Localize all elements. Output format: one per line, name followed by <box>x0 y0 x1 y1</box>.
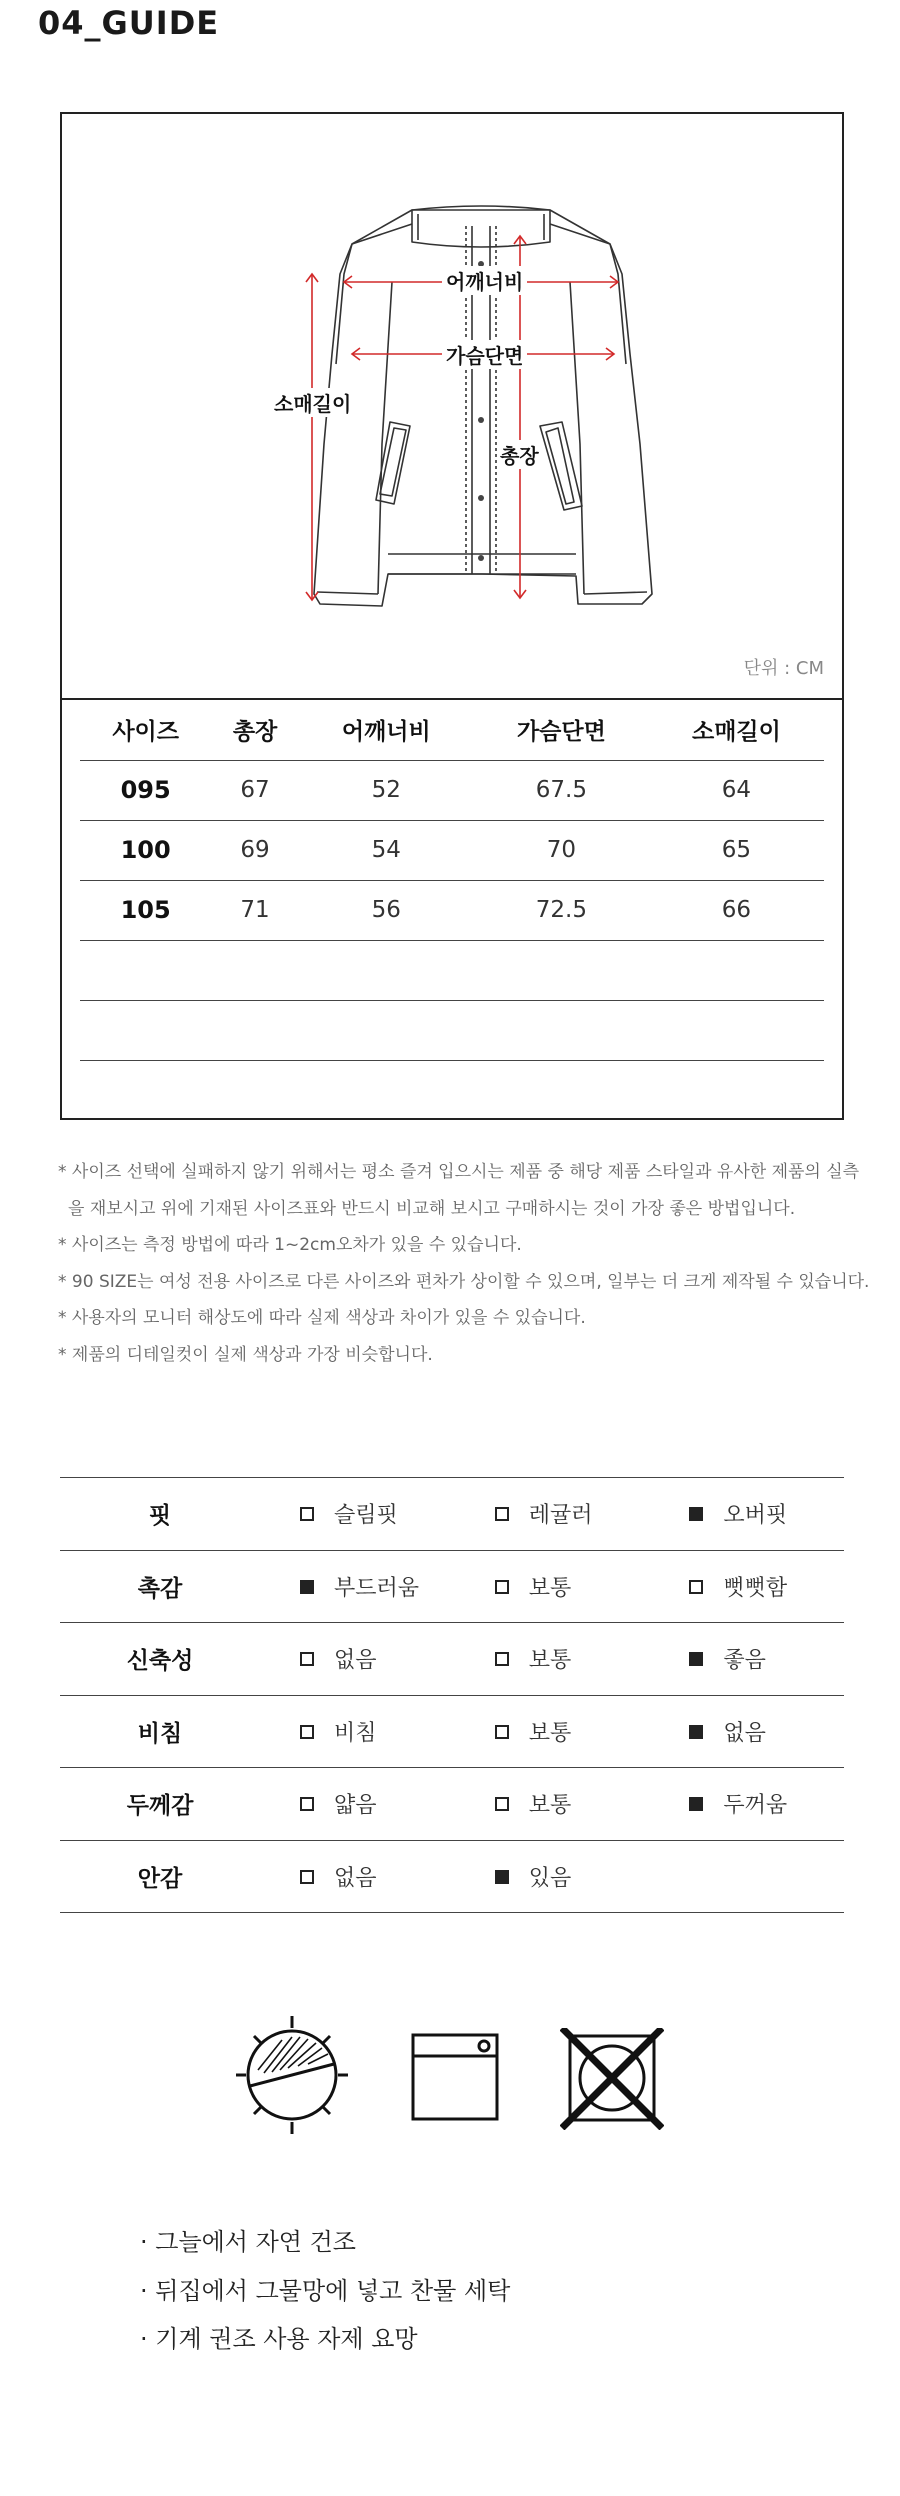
fabric-label: 신축성 <box>60 1623 260 1696</box>
table-cell: 52 <box>299 760 474 820</box>
table-cell: 66 <box>649 880 824 940</box>
fabric-label: 안감 <box>60 1840 260 1913</box>
fabric-option <box>455 1478 650 1551</box>
empty-row <box>80 1060 824 1120</box>
table-cell: 67.5 <box>474 760 649 820</box>
note-line: * 90 SIZE는 여성 전용 사이즈로 다른 사이즈와 편차가 상이할 수 있으며, 일부는 더 크게 제작될 수 있습니다. <box>58 1271 870 1292</box>
fabric-option <box>649 1478 844 1551</box>
table-row <box>80 880 824 940</box>
note-line: * 사이즈는 측정 방법에 따라 1~2cm오차가 있을 수 있습니다. <box>58 1235 522 1255</box>
jacket-illustration <box>62 114 842 700</box>
size-table <box>80 700 824 1120</box>
fabric-label: 두께감 <box>60 1768 260 1841</box>
note-line: * 사이즈 선택에 실패하지 않기 위해서는 평소 즐겨 입으시는 제품 중 해당 제품 스타일과 유사한 제품의 실측 <box>58 1162 860 1182</box>
fabric-option-label: 있음 <box>528 1865 572 1891</box>
fabric-option <box>260 1695 455 1768</box>
table-cell: 65 <box>649 820 824 880</box>
fabric-option-label: 오버핏 <box>723 1503 788 1529</box>
unchecked-box-icon <box>300 1652 314 1666</box>
sleeve-label: 소매길이 <box>272 388 353 417</box>
header-length: 총장 <box>211 700 299 760</box>
checked-box-icon <box>495 1870 509 1884</box>
washing-machine-icon <box>410 2032 500 2122</box>
fabric-row <box>60 1478 844 1551</box>
no-tumble-dry-icon <box>560 2028 664 2130</box>
table-row <box>80 820 824 880</box>
note-line: 을 재보시고 위에 기재된 사이즈표와 반드시 비교해 보시고 구매하시는 것이 가장 좋은 방법입니다. <box>68 1198 796 1219</box>
fabric-option-label: 없음 <box>334 1648 377 1674</box>
unchecked-box-icon <box>300 1797 314 1811</box>
table-cell: 69 <box>211 820 299 880</box>
fabric-option <box>260 1550 455 1623</box>
checked-box-icon <box>300 1580 314 1594</box>
care-item: · 뒤집에서 그물망에 넣고 찬물 세탁 <box>140 2276 511 2305</box>
length-label: 총장 <box>498 440 541 469</box>
shade-dry-icon <box>236 2010 348 2140</box>
fabric-option <box>649 1623 844 1696</box>
fabric-option-label: 없음 <box>334 1865 377 1891</box>
size-cell: 095 <box>80 760 211 820</box>
fabric-option-label: 없음 <box>723 1720 766 1746</box>
fabric-option <box>455 1623 650 1696</box>
unchecked-box-icon <box>495 1725 509 1739</box>
fabric-label: 핏 <box>60 1478 260 1551</box>
fabric-row <box>60 1695 844 1768</box>
fabric-option <box>649 1840 844 1913</box>
table-cell: 70 <box>474 820 649 880</box>
fabric-option <box>649 1695 844 1768</box>
unchecked-box-icon <box>495 1797 509 1811</box>
unchecked-box-icon <box>689 1580 703 1594</box>
checked-box-icon <box>689 1652 703 1666</box>
fabric-option-label: 슬림핏 <box>334 1503 398 1529</box>
fabric-row <box>60 1550 844 1623</box>
fabric-option-label: 보통 <box>528 1793 572 1819</box>
size-table-header <box>80 700 824 760</box>
unchecked-box-icon <box>300 1870 314 1884</box>
shoulder-label: 어깨너비 <box>442 266 527 295</box>
table-cell: 72.5 <box>474 880 649 940</box>
fabric-option <box>455 1768 650 1841</box>
table-row <box>80 760 824 820</box>
empty-row <box>80 1000 824 1060</box>
fabric-info-table <box>60 1477 844 1913</box>
fabric-option <box>260 1478 455 1551</box>
size-guide-box <box>60 112 844 1120</box>
table-cell: 67 <box>211 760 299 820</box>
fabric-row <box>60 1768 844 1841</box>
fabric-row <box>60 1623 844 1696</box>
header-chest: 가슴단면 <box>474 700 649 760</box>
fabric-option <box>455 1695 650 1768</box>
fabric-option <box>260 1768 455 1841</box>
table-cell: 54 <box>299 820 474 880</box>
fabric-option-label: 보통 <box>528 1575 572 1601</box>
fabric-option-label: 보통 <box>528 1648 572 1674</box>
table-cell: 56 <box>299 880 474 940</box>
fabric-option <box>260 1840 455 1913</box>
chest-label: 가슴단면 <box>442 340 527 369</box>
table-cell: 71 <box>211 880 299 940</box>
fabric-option-label: 비침 <box>334 1720 377 1746</box>
fabric-option <box>649 1550 844 1623</box>
care-item: · 기계 권조 사용 자제 요망 <box>140 2325 418 2353</box>
care-instructions <box>140 2218 510 2364</box>
empty-row <box>80 940 824 1000</box>
fabric-option-label: 보통 <box>528 1720 572 1746</box>
care-icons <box>0 2010 900 2150</box>
fabric-option-label: 뻣뻣함 <box>723 1575 788 1601</box>
size-cell: 105 <box>80 880 211 940</box>
table-cell: 64 <box>649 760 824 820</box>
note-line: * 사용자의 모니터 해상도에 따라 실제 색상과 차이가 있을 수 있습니다. <box>58 1308 586 1328</box>
fabric-option-label: 좋음 <box>723 1648 766 1674</box>
header-sleeve: 소매길이 <box>649 700 824 760</box>
fabric-option-label: 얇음 <box>334 1793 377 1819</box>
fabric-option <box>260 1623 455 1696</box>
fabric-label: 촉감 <box>60 1550 260 1623</box>
header-size: 사이즈 <box>80 700 211 760</box>
care-item: · 그늘에서 자연 건조 <box>140 2228 356 2256</box>
fabric-row <box>60 1840 844 1913</box>
page-title: 04_GUIDE <box>38 4 220 42</box>
jacket-diagram <box>62 114 842 700</box>
fabric-option <box>455 1840 650 1913</box>
fabric-option <box>455 1550 650 1623</box>
header-shoulder: 어깨너비 <box>299 700 474 760</box>
fabric-option-label: 부드러움 <box>334 1575 420 1601</box>
note-line: * 제품의 디테일컷이 실제 색상과 가장 비슷합니다. <box>58 1344 433 1365</box>
fabric-option <box>649 1768 844 1841</box>
unchecked-box-icon <box>300 1507 314 1521</box>
size-notes <box>58 1154 870 1373</box>
unchecked-box-icon <box>495 1507 509 1521</box>
unchecked-box-icon <box>495 1580 509 1594</box>
size-cell: 100 <box>80 820 211 880</box>
checked-box-icon <box>689 1797 703 1811</box>
unit-label: 단위 : CM <box>743 658 824 679</box>
checked-box-icon <box>689 1507 703 1521</box>
fabric-option-label: 레귤러 <box>528 1503 593 1529</box>
fabric-option-label: 두꺼움 <box>723 1793 788 1819</box>
fabric-label: 비침 <box>60 1695 260 1768</box>
unchecked-box-icon <box>300 1725 314 1739</box>
unchecked-box-icon <box>495 1652 509 1666</box>
checked-box-icon <box>689 1725 703 1739</box>
